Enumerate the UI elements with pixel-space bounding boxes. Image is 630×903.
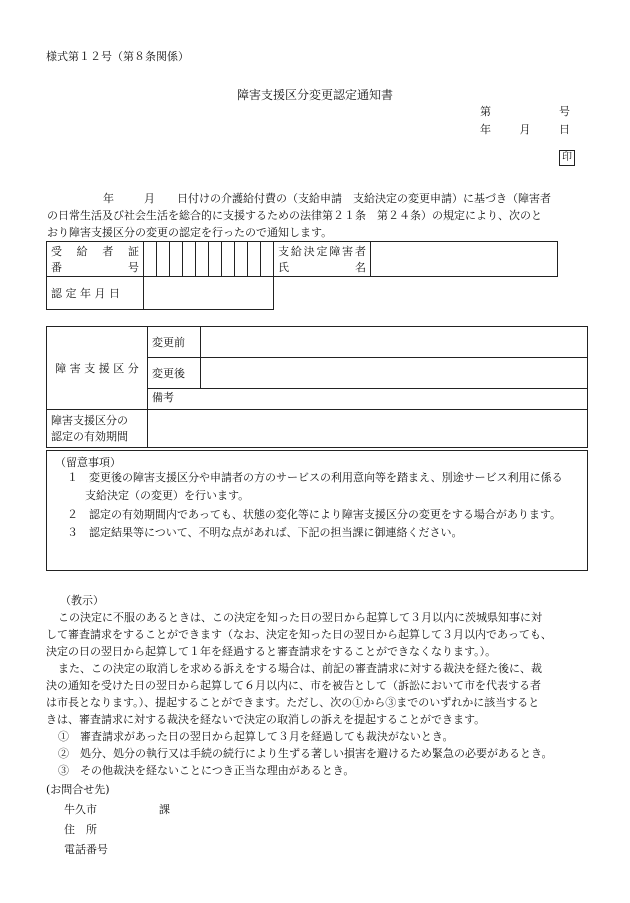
appeal-p2-line4: きは、審査請求に対する裁決を経ないで決定の取消しの訴えを提起することができます。	[46, 713, 486, 726]
note-item-1: １ 変更後の障害支援区分や申請者の方のサービスの利用意向等を踏まえ、別途サービス利用に係る	[67, 471, 563, 484]
id-digit-box[interactable]	[209, 242, 222, 277]
recipient-name-label-cell	[274, 242, 371, 277]
intro-paragraph	[47, 190, 587, 241]
note-item-1-cont: 支給決定（の変更）を行います。	[85, 489, 250, 502]
recipient-name-label-2: 氏 名	[278, 261, 366, 274]
intro-line-1: 日付けの介護給付費の（支給申請 支給決定の変更申請）に基づき（障害者	[177, 192, 551, 205]
appeal-p2-line1: また、この決定の取消しを求める訴えをする場合は、前記の審査請求に対する裁決を経た後に、裁	[58, 662, 542, 675]
contact-address: 住 所	[64, 823, 97, 836]
certification-date-field[interactable]	[144, 277, 274, 310]
recipient-name-field[interactable]	[371, 242, 558, 277]
contact-section	[46, 780, 170, 860]
remarks-cell[interactable]	[148, 389, 588, 410]
id-digit-box[interactable]	[248, 242, 261, 277]
validity-period-label: 障害支援区分の 認定の有効期間	[47, 410, 148, 448]
intro-year: 年	[103, 192, 114, 205]
after-change-label: 変更後	[148, 358, 201, 389]
contact-header: (お問合せ先)	[46, 783, 110, 796]
remarks-label: 備考	[152, 391, 174, 404]
before-change-field[interactable]	[201, 327, 588, 358]
id-digit-box[interactable]	[157, 242, 170, 277]
appeal-p1-line3: 決定の日の翌日から起算して１年を経過すると審査請求をすることができなくなります。）。	[46, 645, 497, 658]
intro-line-3: おり障害支援区分の変更の認定を行ったので通知します。	[47, 226, 333, 239]
contact-phone: 電話番号	[64, 843, 108, 856]
form-number-label: 様式第１２号（第８条関係）	[46, 50, 189, 63]
id-digit-box[interactable]	[170, 242, 183, 277]
id-digit-box[interactable]	[222, 242, 235, 277]
appeal-condition-2: ② 処分、処分の執行又は手続の続行により生ずる著しい損害を避けるため緊急の必要があるとき。	[58, 747, 553, 760]
recipient-id-label-2: 番 号	[51, 261, 139, 274]
notes-header: （留意事項）	[55, 456, 121, 469]
appeal-p1-line1: この決定に不服のあるときは、この決定を知った日の翌日から起算して３月以内に茨城県知事に対	[58, 611, 542, 624]
notes-box	[46, 450, 588, 571]
intro-month: 月	[144, 192, 155, 205]
support-category-label: 障 害 支 援 区 分	[47, 327, 148, 410]
id-digit-box[interactable]	[144, 242, 157, 277]
contact-city: 牛久市	[64, 803, 97, 816]
certification-date-label: 認 定 年 月 日	[47, 277, 144, 310]
contact-dept: 課	[159, 803, 170, 816]
recipient-name-label-1: 支給決定障害者	[278, 245, 366, 258]
note-item-3: ３ 認定結果等について、不明な点があれば、下記の担当課に御連絡ください。	[67, 526, 463, 539]
number-prefix: 第	[480, 105, 491, 118]
id-digit-box[interactable]	[261, 242, 274, 277]
note-item-2: ２ 認定の有効期間内であっても、状態の変化等により障害支援区分の変更をする場合があります。	[67, 508, 562, 521]
validity-period-field[interactable]	[148, 410, 588, 448]
appeal-condition-1: ① 審査請求があった日の翌日から起算して３月を経過しても裁決がないとき。	[58, 730, 454, 743]
seal-mark: 印	[559, 150, 575, 166]
after-change-field[interactable]	[201, 358, 588, 389]
date-month: 月	[519, 123, 531, 136]
appeal-header: （教示）	[60, 594, 104, 607]
document-number-line	[480, 103, 570, 119]
support-category-table	[46, 326, 588, 448]
appeal-p2-line3: は市長となります。）、提起することができます。ただし、次の①から③までのいずれかに該当すると	[46, 696, 540, 709]
document-title: 障害支援区分変更認定通知書	[236, 88, 393, 102]
id-digit-box[interactable]	[196, 242, 209, 277]
recipient-id-label-1: 受 給 者 証	[51, 245, 139, 258]
date-year: 年	[480, 123, 491, 136]
date-day: 日	[559, 123, 570, 136]
appeal-condition-3: ③ その他裁決を経ないことにつき正当な理由があるとき。	[58, 764, 355, 777]
appeal-p1-line2: して審査請求をすることができます（なお、決定を知った日の翌日から起算して３月以内であっても、	[46, 628, 552, 641]
id-digit-box[interactable]	[183, 242, 196, 277]
issue-date-line	[480, 121, 570, 137]
recipient-table	[46, 241, 558, 310]
recipient-id-label-cell	[47, 242, 144, 277]
before-change-label: 変更前	[148, 327, 201, 358]
appeal-notice	[46, 592, 596, 779]
intro-line-2: の日常生活及び社会生活を総合的に支援するための法律第２１条 第２４条）の規定により、次のと	[47, 209, 542, 222]
id-digit-box[interactable]	[235, 242, 248, 277]
appeal-p2-line2: 決の通知を受けた日の翌日から起算して６月以内に、市を被告として（訴訟において市を代表する者	[46, 679, 541, 692]
number-suffix: 号	[559, 105, 570, 118]
